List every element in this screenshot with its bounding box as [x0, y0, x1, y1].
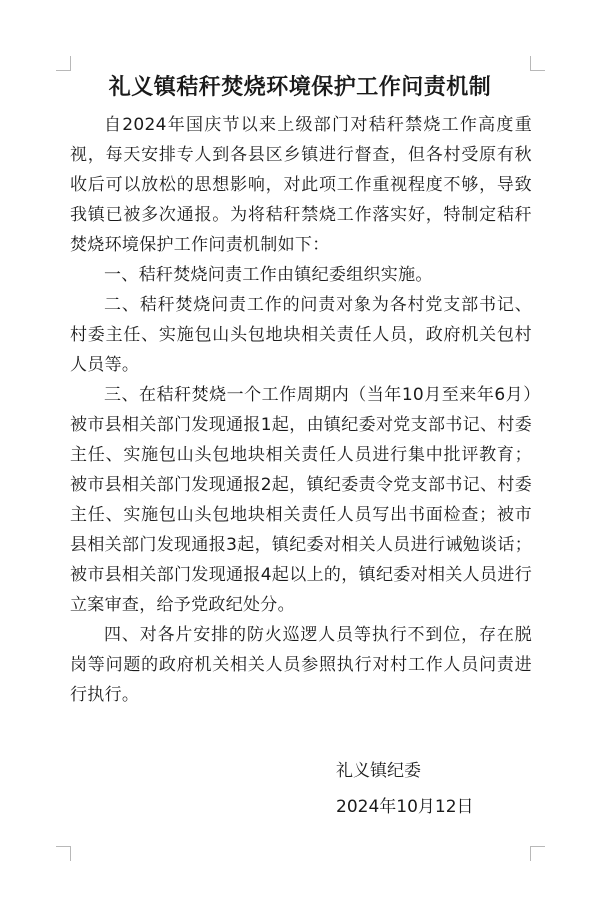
page-corner-mark-top-left — [56, 56, 71, 71]
paragraph-item-3: 三、在秸秆焚烧一个工作周期内（当年10月至来年6月）被市县相关部门发现通报1起，由镇纪委对党支部书记、村委主任、实施包山头包地块相关责任人员进行集中批评教育；被市县相关部门发现通报2起，镇纪委责令党支部书记、村委主任、实施包山头包地块相关责任人员写出书面检查；被市县相关部门发现通报3起，镇纪委对相关人员进行诫勉谈话；被市县相关部门发现通报4起以上的，镇纪委对相关人员进行立案审查，给予党政纪处分。 — [70, 385, 532, 615]
page-corner-mark-bottom-right — [530, 846, 545, 861]
signature-org: 礼义镇纪委 — [336, 761, 421, 781]
page-corner-mark-top-right — [530, 56, 545, 71]
paragraph-item-4: 四、对各片安排的防火巡逻人员等执行不到位，存在脱岗等问题的政府机关相关人员参照执行对村工作人员问责进行执行。 — [70, 625, 532, 705]
document-title: 礼义镇秸秆焚烧环境保护工作问责机制 — [108, 75, 492, 100]
page-corner-mark-bottom-left — [56, 846, 71, 861]
signature-date: 2024年10月12日 — [336, 797, 474, 817]
signature-block — [336, 756, 474, 822]
paragraph-item-1: 一、秸秆焚烧问责工作由镇纪委组织实施。 — [104, 265, 433, 285]
document-body — [70, 110, 532, 710]
paragraph-intro: 自2024年国庆节以来上级部门对秸秆禁烧工作高度重视，每天安排专人到各县区乡镇进行督查，但各村受原有秋收后可以放松的思想影响，对此项工作重视程度不够，导致我镇已被多次通报。为将秸秆禁烧工作落实好，特制定秸秆焚烧环境保护工作问责机制如下： — [70, 115, 532, 255]
paragraph-item-2: 二、秸秆焚烧问责工作的问责对象为各村党支部书记、村委主任、实施包山头包地块相关责任人员，政府机关包村人员等。 — [70, 295, 532, 375]
